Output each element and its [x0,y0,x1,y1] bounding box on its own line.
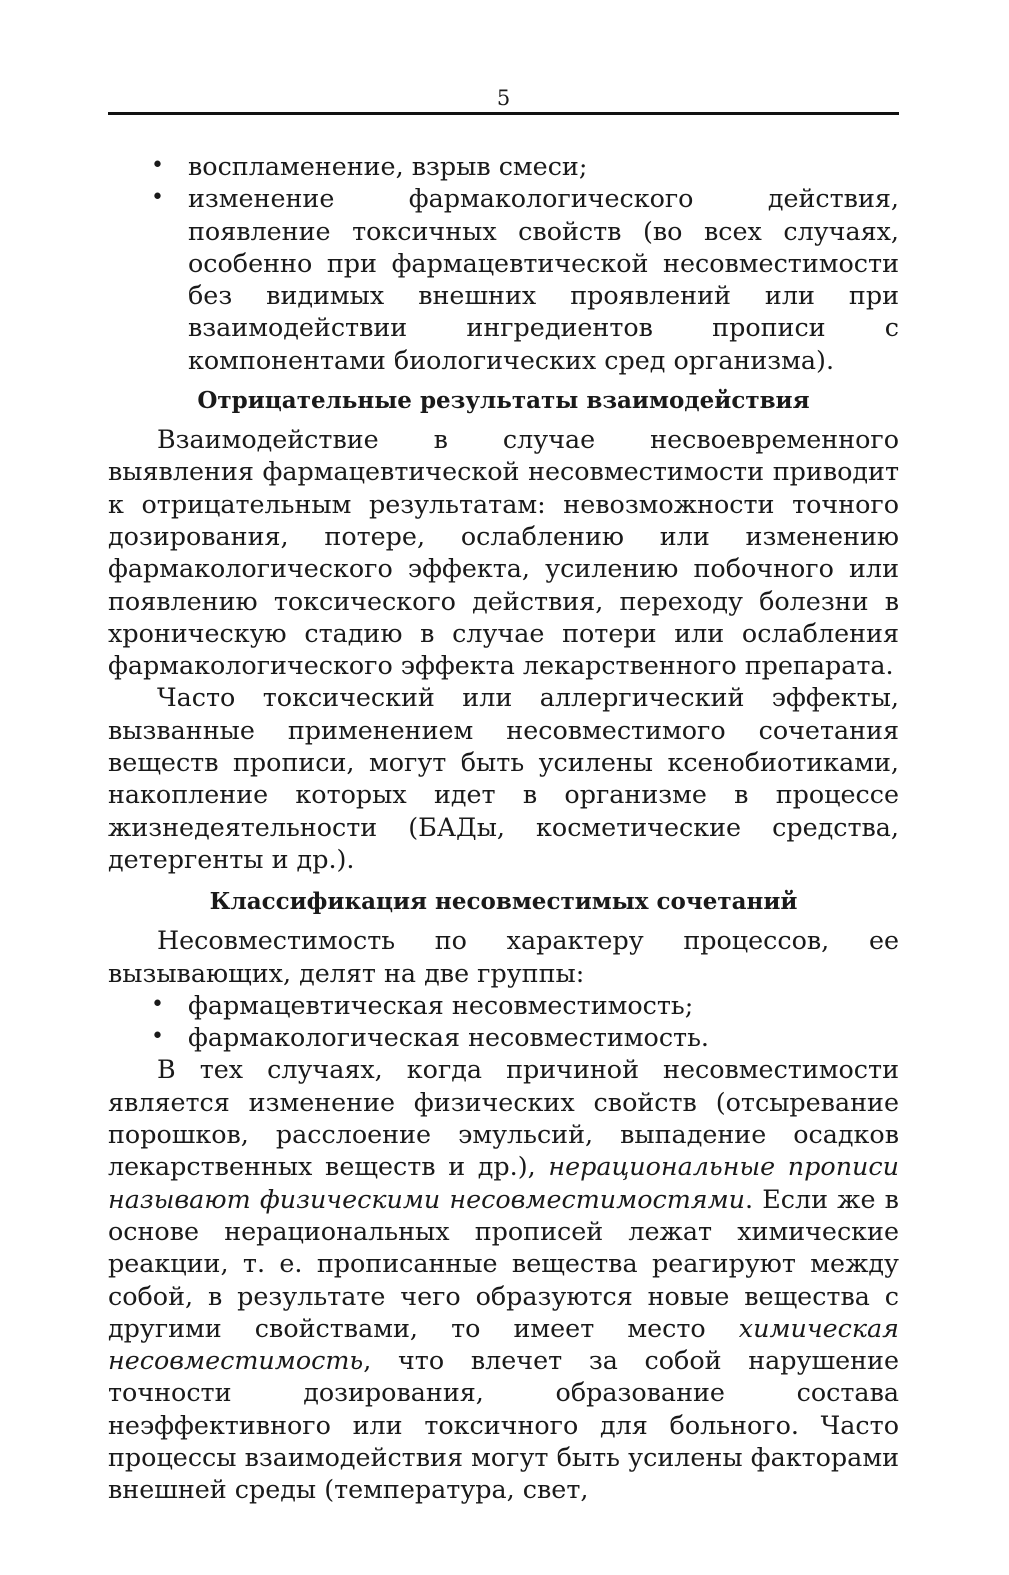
page-number: 5 [496,86,511,110]
header-rule [108,112,899,115]
section-heading-classification: Классификация несовместимых сочетаний [209,888,798,916]
bullet-icon: • [151,153,164,178]
emphasis-chemical-incompatibility: химическая несовместимость [108,1312,899,1376]
bullet-icon: • [151,185,164,211]
bullet-text: воспламенение, взрыв смеси; [188,151,588,181]
bullet-item [108,150,899,182]
bullet-icon: • [151,1024,164,1050]
paragraph: Взаимодействие в случае несвоевременного выявления фармацевтической несовместимости приводит к отрицательным результатам: невозможности точного дозирования, потере, ослаблению или изменению фармакологического эффекта, усилению побочного или появлению токсического действия, переходу болезни в хроническую стадию в случае потери или ослабления фармакологического эффекта лекарственного препарата. [108,424,899,681]
paragraph: Часто токсический или аллергический эффекты, вызванные применением несовместимого сочетания веществ прописи, могут быть усилены ксенобиотиками, накопление которых идет в организме в процессе жизнедеятельности (БАДы, косметические средства, детергенты и др.). [108,682,899,874]
paragraph [108,1053,899,1505]
bullet-text: изменение фармакологического действия, появление токсичных свойств (во всех случаях, особенно при фармацевтической несовместимости без видимых внешних проявлений или при взаимодействии ингредиентов прописи с компонентами биологических сред организма). [188,183,899,375]
text-run: В тех случаях, когда причиной несовместимости является изменение физических свойств (отсыревание порошков, расслоение эмульсий, выпадение осадков лекарственных веществ и др.), [108,1054,899,1182]
bullet-text: фармацевтическая несовместимость; [188,989,694,1020]
paragraph: Несовместимость по характеру процессов, ее вызывающих, делят на две группы: [108,925,899,988]
bullet-icon: • [151,991,164,1017]
bullet-item [108,1021,899,1053]
bullet-text: фармакологическая несовместимость. [188,1022,709,1053]
text-run: . Если же в основе нерациональных прописей лежат химические реакции, т. е. прописанные вещества реагируют между собой, в результате чего образуются новые вещества с другими свойствами, то имеет место [108,1183,899,1343]
section-heading-negative-results: Отрицательные результаты взаимодействия [197,387,810,415]
bullet-item [108,989,899,1021]
emphasis-physical-incompatibility: нерациональные прописи называют физическими несовместимостями [108,1151,899,1214]
text-run: , что влечет за собой нарушение точности дозирования, образование состава неэффективного или токсичного для больного. Часто процессы взаимодействия могут быть усилены факторами внешней среды (температура, свет, [108,1345,899,1505]
page-content [108,150,899,1506]
bullet-item [108,182,899,376]
